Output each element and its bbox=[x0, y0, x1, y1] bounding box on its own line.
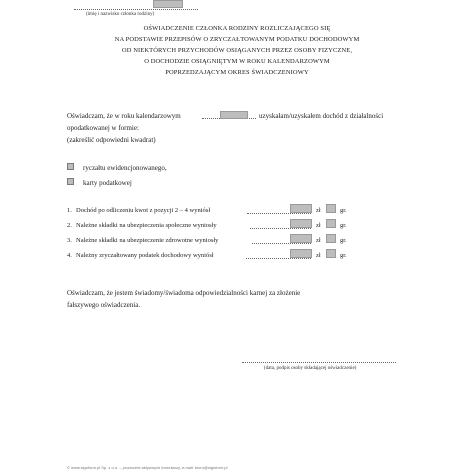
item-4-zl-field[interactable] bbox=[290, 249, 312, 258]
title-line-1: OŚWIADCZENIE CZŁONKA RODZINY ROZLICZAJĄCEGO SIĘ bbox=[143, 25, 331, 32]
responsibility-line-2: fałszywego oświadczenia. bbox=[67, 301, 141, 309]
item-3-gr-label: gr. bbox=[340, 237, 347, 244]
item-1-gr-label: gr. bbox=[340, 207, 347, 214]
declaration-line3: (zakreślić odpowiedni kwadrat) bbox=[67, 136, 156, 144]
checkbox-ryczalt[interactable] bbox=[67, 163, 74, 170]
item-4-dotted-line bbox=[246, 258, 311, 259]
year-field[interactable] bbox=[220, 111, 248, 119]
item-2-zl-field[interactable] bbox=[290, 219, 312, 228]
item-2-label: Należne składki na ubezpieczenia społeczne wyniosły bbox=[76, 222, 217, 229]
declaration-part2: uzyskałam/uzyskałem dochód z działalności bbox=[259, 112, 384, 120]
item-3-number: 3. bbox=[67, 237, 72, 244]
item-4-number: 4. bbox=[67, 252, 72, 259]
item-1-zl-label: zł bbox=[316, 207, 321, 214]
option-ryczalt-label: ryczałtu ewidencjonowanego, bbox=[83, 164, 167, 172]
title-line-2: NA PODSTAWIE PRZEPISÓW O ZRYCZAŁTOWANYM PODATKU DOCHODOWYM bbox=[114, 36, 360, 43]
signature-dotted-line[interactable] bbox=[242, 362, 396, 363]
document-title bbox=[60, 23, 414, 78]
name-dotted-line bbox=[74, 9, 198, 10]
item-4-gr-label: gr. bbox=[340, 252, 347, 259]
name-field[interactable] bbox=[153, 0, 183, 8]
item-4-zl-label: zł bbox=[316, 252, 321, 259]
title-line-5: POPRZEDZAJĄCYM OKRES ŚWIADCZENIOWY bbox=[165, 69, 309, 76]
item-2-gr-label: gr. bbox=[340, 222, 347, 229]
title-line-4: O DOCHODZIE OSIĄGNIĘTYM W ROKU KALENDARZOWYM bbox=[144, 58, 330, 65]
signature-caption: (data, podpis osoby składającej oświadczenie) bbox=[264, 366, 357, 371]
declaration-line2: opodatkowanej w formie: bbox=[67, 124, 139, 132]
item-3-zl-field[interactable] bbox=[290, 234, 312, 243]
declaration-part1: Oświadczam, że w roku kalendarzowym bbox=[67, 112, 181, 120]
item-3-dotted-line bbox=[252, 243, 311, 244]
item-2-number: 2. bbox=[67, 222, 72, 229]
title-line-3: OD NIEKTÓRYCH PRZYCHODÓW OSIĄGANYCH PRZEZ OSOBY FIZYCZNE, bbox=[121, 47, 353, 54]
item-2-gr-field[interactable] bbox=[326, 219, 336, 228]
item-3-zl-label: zł bbox=[316, 237, 321, 244]
item-3-label: Należne składki na ubezpieczenie zdrowotne wyniosły bbox=[76, 237, 219, 244]
footer-text: © www.signform.pl Sp. z o.o. – producent aktywnych formularzy, e-mail: biuro@signform.pl bbox=[67, 465, 228, 470]
item-2-zl-label: zł bbox=[316, 222, 321, 229]
item-1-dotted-line bbox=[247, 213, 311, 214]
name-caption: (imię i nazwisko członka rodziny) bbox=[86, 12, 155, 17]
checkbox-karta-podatkowa[interactable] bbox=[67, 178, 74, 185]
item-1-gr-field[interactable] bbox=[326, 204, 336, 213]
item-2-dotted-line bbox=[250, 228, 311, 229]
item-1-label: Dochód po odliczeniu kwot z pozycji 2 – 4 wyniósł bbox=[76, 207, 211, 214]
item-4-gr-field[interactable] bbox=[326, 249, 336, 258]
item-1-number: 1. bbox=[67, 207, 72, 214]
item-4-label: Należny zryczałtowany podatek dochodowy wyniósł bbox=[76, 252, 214, 259]
item-3-gr-field[interactable] bbox=[326, 234, 336, 243]
responsibility-line-1: Oświadczam, że jestem świadomy/świadoma odpowiedzialności karnej za złożenie bbox=[67, 289, 301, 297]
item-1-zl-field[interactable] bbox=[290, 204, 312, 213]
option-karta-label: karty podatkowej bbox=[83, 179, 132, 187]
